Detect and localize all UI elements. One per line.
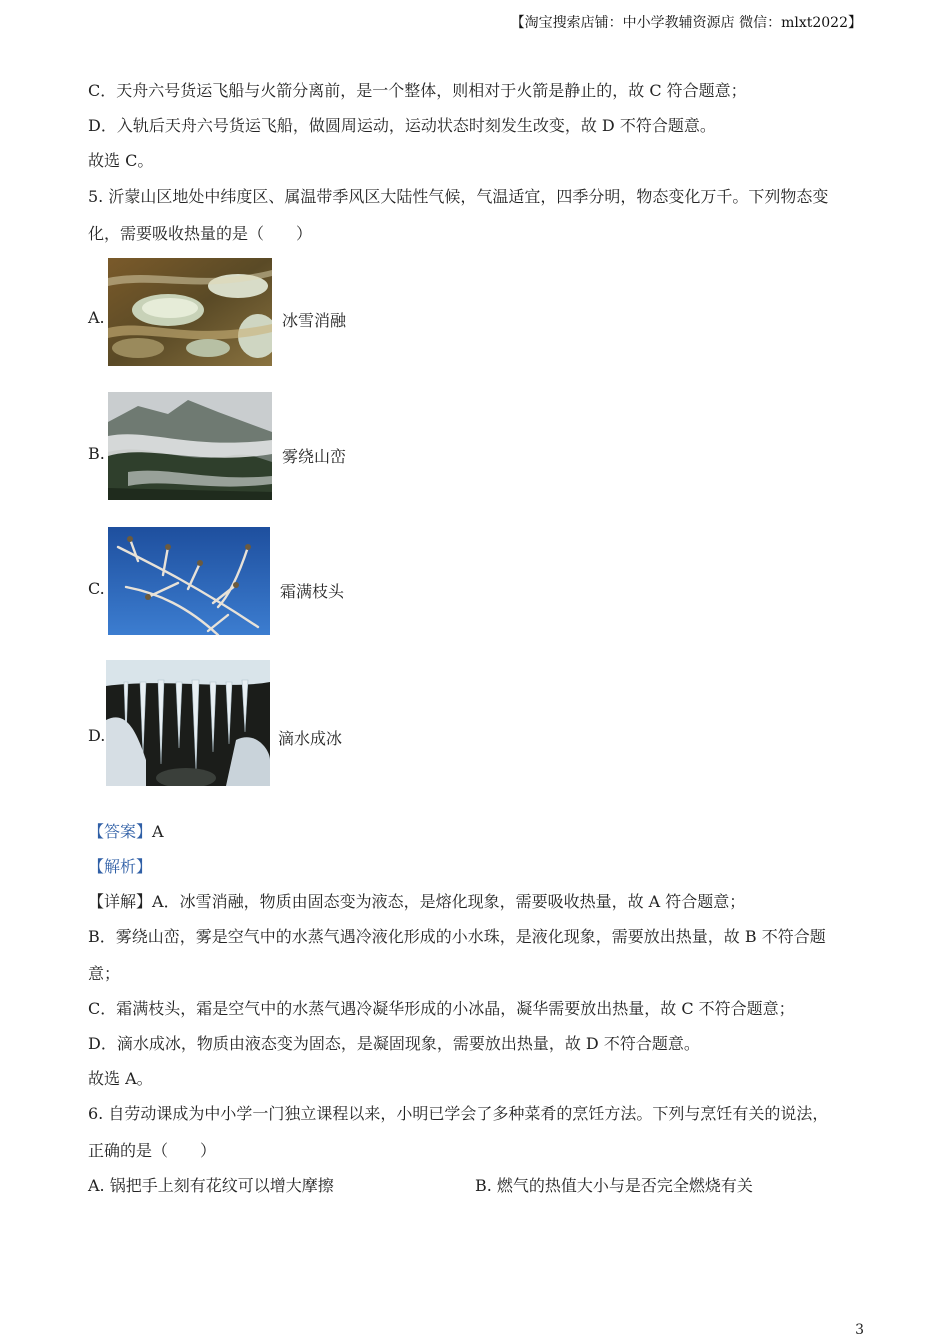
q5-stem-line1: 5. 沂蒙山区地处中纬度区、属温带季风区大陆性气候，气温适宜，四季分明，物态变化万千。下列物态变 [88,187,829,206]
prev-analysis-line-d: D．入轨后天舟六号货运飞船，做圆周运动，运动状态时刻发生改变，故 D 不符合题意。 [88,116,716,135]
answer-value: A [152,822,164,841]
q6-option-a: A. 锅把手上刻有花纹可以增大摩擦 [88,1176,334,1195]
option-letter: A. [88,308,105,327]
icicles-photo-icon [106,660,270,786]
analysis-label: 【解析】 [88,857,153,876]
q5-option-d [88,660,388,788]
prev-analysis-line-c: C．天舟六号货运飞船与火箭分离前，是一个整体，则相对于火箭是静止的，故 C 符合题意； [88,81,747,100]
q5-conclusion: 故选 A。 [88,1069,153,1088]
q5-answer [88,821,164,843]
q5-detail-a [88,891,745,913]
q5-option-a [88,258,388,368]
q5-stem-line2: 化，需要吸收热量的是（ ） [88,224,313,243]
q5-detail-b-line1: B．雾绕山峦，雾是空气中的水蒸气遇冷液化形成的小水珠，是液化现象，需要放出热量，故 B 不符合题 [88,927,826,946]
answer-label: 【答案】 [88,822,153,841]
q6-option-b: B. 燃气的热值大小与是否完全燃烧有关 [475,1176,753,1195]
misty-mountain-photo-icon [108,392,272,500]
prev-conclusion: 故选 C。 [88,151,154,170]
q5-option-c [88,527,388,637]
option-letter: C. [88,579,105,598]
q6-stem-line1: 6. 自劳动课成为中小学一门独立课程以来，小明已学会了多种菜肴的烹饪方法。下列与烹饪有关的说法， [88,1104,829,1123]
option-caption: 冰雪消融 [282,311,347,330]
header-note: 【淘宝搜索店铺：中小学教辅资源店 微信：mlxt2022】 [510,15,862,31]
detail-a-text: A．冰雪消融，物质由固态变为液态，是熔化现象，需要吸收热量，故 A 符合题意； [152,892,746,911]
option-letter: D. [88,726,106,745]
q5-detail-c: C．霜满枝头，霜是空气中的水蒸气遇冷凝华形成的小冰晶，凝华需要放出热量，故 C 不符合题意； [88,999,795,1018]
option-caption: 雾绕山峦 [282,447,347,466]
page-number: 3 [855,1322,864,1338]
q5-option-b [88,392,388,502]
frosted-branch-photo-icon [108,527,270,635]
q5-detail-b-line2: 意； [88,964,121,983]
q5-detail-d: D．滴水成冰，物质由液态变为固态，是凝固现象，需要放出热量，故 D 不符合题意。 [88,1034,700,1053]
q6-stem-line2: 正确的是（ ） [88,1141,217,1160]
option-letter: B. [88,444,105,463]
melting-ice-stream-photo-icon [108,258,272,366]
option-caption: 霜满枝头 [280,582,345,601]
option-caption: 滴水成冰 [278,729,343,748]
detail-label: 【详解】 [88,892,153,911]
